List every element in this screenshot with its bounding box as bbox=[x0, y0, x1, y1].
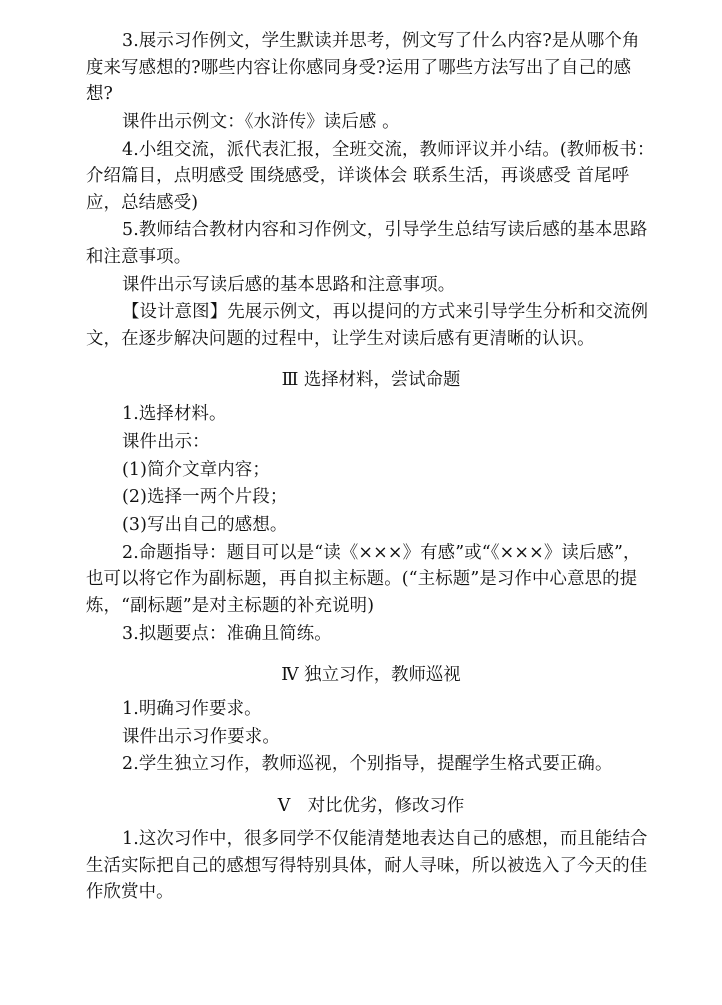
paragraph-design-intent: 【设计意图】先展示例文，再以提问的方式来引导学生分析和交流例文，在逐步解决问题的过程中，让学生对读后感有更清晰的认识。 bbox=[86, 302, 649, 349]
paragraph-title-points: 3.拟题要点：准确且简练。 bbox=[122, 623, 332, 644]
paragraph-step-5-summary: 5.教师结合教材内容和习作例文，引导学生总结写读后感的基本思路和注意事项。 bbox=[86, 220, 648, 267]
paragraph-step-4-group-exchange: 4.小组交流，派代表汇报，全班交流，教师评议并小结。(教师板书：介绍篇目，点明感受 围绕感受，详谈体会 联系生活，再谈感受 首尾呼应，总结感受) bbox=[86, 139, 655, 213]
list-item-2: (2)选择一两个片段； bbox=[122, 487, 288, 508]
paragraph-step-3-show-example: 3.展示习作例文，学生默读并思考，例文写了什么内容?是从哪个角度来写感想的?哪些内容让你感同身受?运用了哪些方法写出了自己的感想? bbox=[86, 31, 640, 104]
document-page bbox=[86, 28, 656, 907]
list-item-3: (3)写出自己的感想。 bbox=[122, 515, 288, 536]
paragraph-courseware-show: 课件出示： bbox=[122, 431, 210, 452]
paragraph-compare-revise: 1.这次习作中，很多同学不仅能清楚地表达自己的感想，而且能结合生活实际把自己的感想写得特别具体，耐人寻味，所以被选入了今天的佳作欣赏中。 bbox=[86, 829, 648, 903]
list-item-1: (1)简介文章内容； bbox=[122, 459, 270, 480]
paragraph-clarify-requirements: 1.明确习作要求。 bbox=[122, 698, 262, 719]
paragraph-title-guidance: 2.命题指导：题目可以是“读《×××》有感”或“《×××》读后感”，也可以将它作为副标题，再自拟主标题。(“主标题”是习作中心意思的提炼，“副标题”是对主标题的补充说明) bbox=[86, 542, 641, 616]
paragraph-select-material: 1.选择材料。 bbox=[122, 403, 227, 424]
paragraph-courseware-requirements: 课件出示习作要求。 bbox=[122, 726, 280, 747]
paragraph-courseware-example: 课件出示例文：《水浒传》读后感 。 bbox=[122, 111, 400, 132]
paragraph-independent-writing: 2.学生独立习作，教师巡视，个别指导，提醒学生格式要正确。 bbox=[122, 754, 613, 775]
paragraph-courseware-approach: 课件出示写读后感的基本思路和注意事项。 bbox=[122, 274, 456, 295]
section-heading-5: Ⅴ 对比优劣，修改习作 bbox=[277, 795, 465, 816]
section-heading-4: Ⅳ 独立习作，教师巡视 bbox=[281, 665, 461, 686]
section-heading-3: Ⅲ 选择材料，尝试命题 bbox=[281, 370, 461, 391]
